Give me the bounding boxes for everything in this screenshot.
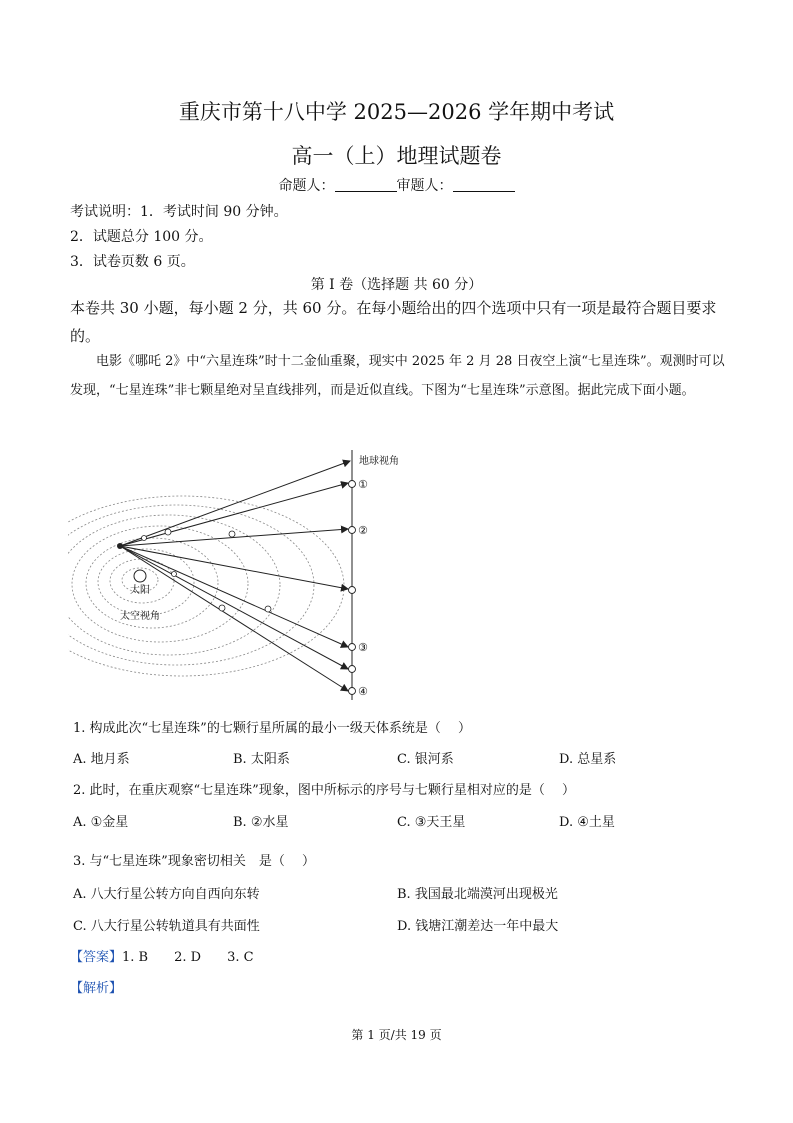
section-title: 第 I 卷（选择题 共 60 分）: [310, 277, 483, 293]
question-2-stem: 2. 此时，在重庆观察“七星连珠”现象，图中所标示的序号与七颗行星相对应的是（ ）: [73, 783, 575, 798]
makers-line: [0, 175, 793, 195]
question-3-option-b: B. 我国最北端漠河出现极光: [397, 887, 558, 902]
exam-subtitle: 高一（上）地理试题卷: [291, 144, 502, 168]
sight-lines: [120, 461, 350, 691]
question-1-option-c: C. 银河系: [397, 752, 454, 767]
marker-3: ③: [358, 641, 368, 654]
earth-view-label: 地球视角: [359, 456, 399, 467]
question-2-option-a: A. ①金星: [73, 815, 129, 830]
instruction-1: 考试说明：1．考试时间 90 分钟。: [70, 204, 288, 220]
question-intro: 电影《哪吒 2》中“六星连珠”时十二金仙重聚，现实中 2025 年 2 月 28 日夜空上演“七星连珠”。观测时可以发现，“七星连珠”非七颗星绝对呈直线排列，而是近似直线。下图为“七星连珠”示意图。据此完成下面小题。: [70, 354, 725, 398]
instruction-3: 3．试卷页数 6 页。: [70, 254, 195, 270]
answer-values: 1. B 2. D 3. C: [122, 950, 254, 965]
question-3-stem: 3. 与“七星连珠”现象密切相关 是（ ）: [73, 854, 315, 869]
question-3-option-d: D. 钱塘江潮差达一年中最大: [397, 919, 559, 934]
marker-1: ①: [358, 478, 368, 491]
page-footer: 第 1 页/共 19 页: [351, 1028, 442, 1042]
question-2-option-b: B. ②水星: [233, 815, 289, 830]
question-1-option-a: A. 地月系: [73, 752, 130, 767]
space-view-label: 太空视角: [120, 611, 160, 622]
sun-label: 太阳: [130, 585, 150, 596]
question-1-option-d: D. 总星系: [559, 752, 617, 767]
makers-label: 命题人：: [278, 178, 335, 194]
instruction-2: 2．试题总分 100 分。: [70, 229, 213, 245]
reviewer-label: 审题人：: [396, 178, 453, 194]
reviewer-blank: [453, 191, 515, 192]
makers-blank: [335, 191, 397, 192]
section-description: 本卷共 30 小题，每小题 2 分，共 60 分。在每小题给出的四个选项中只有一项是最符合题目要求的。: [70, 299, 717, 345]
sun-icon: [134, 570, 146, 582]
orbit-rings: [68, 496, 344, 676]
marker-2: ②: [358, 524, 368, 537]
seven-planets-diagram: [68, 445, 408, 705]
question-3-option-c: C. 八大行星公转轨道具有共面性: [73, 919, 260, 934]
earth-point: [117, 543, 123, 549]
question-1-option-b: B. 太阳系: [233, 752, 290, 767]
question-1-stem: 1. 构成此次“七星连珠”的七颗行星所属的最小一级天体系统是（ ）: [73, 721, 471, 736]
question-2-option-d: D. ④土星: [559, 815, 615, 830]
answer-label: 【答案】: [70, 950, 123, 965]
question-3-option-a: A. 八大行星公转方向自西向东转: [73, 887, 260, 902]
marker-4: ④: [358, 685, 368, 698]
answer-line: [70, 946, 254, 965]
analysis-label: 【解析】: [70, 981, 123, 996]
question-2-option-c: C. ③天王星: [397, 815, 466, 830]
exam-title: 重庆市第十八中学 2025—2026 学年期中考试: [178, 100, 615, 124]
